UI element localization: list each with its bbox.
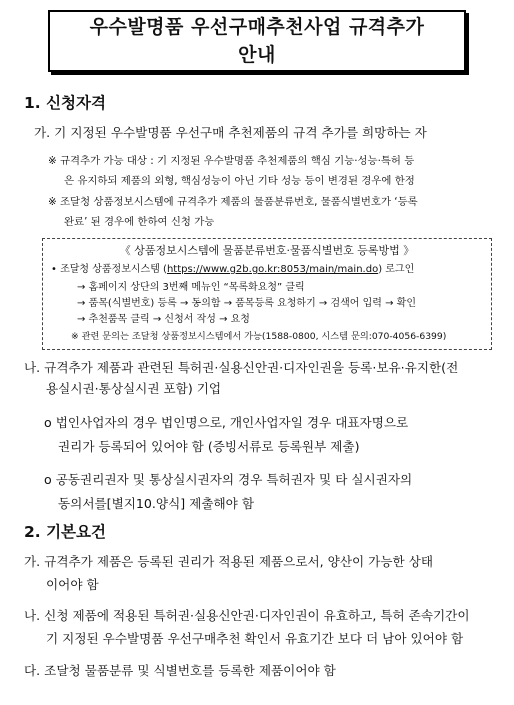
document-title-line1: 우수발명품 우선구매추천사업 규격추가 [89, 16, 425, 38]
box-line5: ※ 관련 문의는 조달청 상품정보시스템에서 가능(1588-0800, 시스템 문의:070-4056-6399) [71, 331, 447, 342]
section1-item-ga: 가. 기 지정된 우수발명품 우선구매 추천제품의 규격 추가를 희망하는 자 [34, 125, 427, 140]
section2-item-na-line1: 나. 신청 제품에 적용된 특허권·실용신안권·디자인권이 유효하고, 특허 존속기간이 [24, 608, 470, 623]
section1-item-na-line2: 용실시권·통상실시권 포함) 기업 [46, 381, 222, 396]
note1-line1: ※ 규격추가 가능 대상 : 기 지정된 우수발명품 추천제품의 핵심 기능·성능·특허 등 [48, 155, 415, 167]
bullet2-line2: 동의서를[별지10.양식] 제출해야 함 [58, 496, 255, 511]
box-line1-suffix: ) 로그인 [378, 264, 415, 275]
bullet2-line1: o 공동권리권자 및 통상실시권자의 경우 특허권자 및 타 실시권자의 [44, 472, 413, 487]
section2-item-da: 다. 조달청 물품분류 및 식별번호를 등록한 제품이어야 함 [24, 663, 336, 678]
note1-line2: 은 유지하되 제품의 외형, 핵심성능이 아닌 기타 성능 등이 변경된 경우에 한정 [64, 175, 415, 187]
box-line3: → 품목(식별번호) 등록 → 동의함 → 품목등록 요청하기 → 검색어 입력 → 확인 [77, 298, 417, 309]
box-line1 [51, 262, 414, 278]
box-title: 《 상품정보시스템에 물품분류번호·물품식별번호 등록방법 》 [119, 244, 415, 257]
registration-method-box [42, 238, 492, 350]
section2-item-ga-line2: 이어야 함 [46, 577, 99, 592]
note2-line2: 완료’ 된 경우에 한하여 신청 가능 [64, 216, 215, 228]
bullet1-line2: 권리가 등록되어 있어야 함 (증빙서류로 등록원부 제출) [58, 439, 360, 454]
section1-item-na-line1: 나. 규격추가 제품과 관련된 특허권·실용신안권·디자인권을 등록·보유·유지한(전 [24, 360, 459, 375]
section2-heading: 2. 기본요건 [24, 523, 106, 541]
note2-line1: ※ 조달청 상품정보시스템에 규격추가 제품의 물품분류번호, 물품식별번호가 ‘등록 [48, 196, 418, 208]
section1-heading: 1. 신청자격 [24, 94, 106, 112]
box-line2: → 홈페이지 상단의 3번째 메뉴인 “목록화요청” 클릭 [77, 282, 305, 293]
g2b-link[interactable]: https://www.g2b.go.kr:8053/main/main.do [166, 264, 379, 275]
section2-item-ga-line1: 가. 규격추가 제품은 등록된 권리가 적용된 제품으로서, 양산이 가능한 상태 [24, 554, 434, 569]
bullet1-line1: o 법인사업자의 경우 법인명으로, 개인사업자일 경우 대표자명으로 [44, 415, 409, 430]
document-title-box [48, 10, 466, 72]
document-title-line2: 안내 [238, 44, 276, 66]
box-line4: → 추천품목 클릭 → 신청서 작성 → 요청 [77, 314, 250, 325]
box-line1-prefix: • 조달청 상품정보시스템 ( [51, 264, 167, 275]
section2-item-na-line2: 기 지정된 우수발명품 우선구매추천 확인서 유효기간 보다 더 남아 있어야 함 [46, 631, 464, 646]
